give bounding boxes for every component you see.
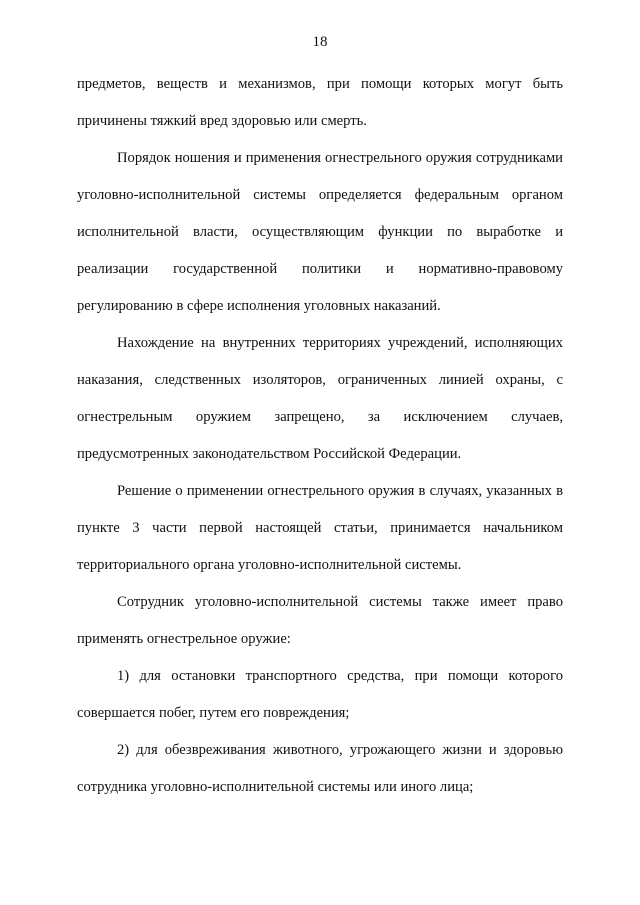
paragraph-employee-right: Сотрудник уголовно-исполнительной системы также имеет право применять огнестрельное оружие: (77, 594, 563, 647)
paragraph-continuation: предметов, веществ и механизмов, при помощи которых могут быть причинены тяжкий вред здоровью или смерть. (77, 76, 563, 129)
paragraph-territory-restriction: Нахождение на внутренних территориях учреждений, исполняющих наказания, следственных изоляторов, ограниченных линией охраны, с огнестрельным оружием запрещено, за исключением случаев, предусмотренных законодательством Российской Федерации. (77, 335, 563, 462)
paragraph-firearms-procedure: Порядок ношения и применения огнестрельного оружия сотрудниками уголовно-исполнительной системы определяется федеральным органом исполнительной власти, осуществляющим функции по выработке и реализации государственной политики и нормативно-правовому регулированию в сфере исполнения уголовных наказаний. (77, 150, 563, 314)
paragraph-use-decision: Решение о применении огнестрельного оружия в случаях, указанных в пункте 3 части первой настоящей статьи, принимается начальником территориального органа уголовно-исполнительной системы. (77, 483, 563, 573)
list-item-2: 2) для обезвреживания животного, угрожающего жизни и здоровью сотрудника уголовно-исполнительной системы или иного лица; (77, 742, 563, 795)
document-body (77, 66, 563, 806)
list-item-1: 1) для остановки транспортного средства, при помощи которого совершается побег, путем его повреждения; (77, 668, 563, 721)
page-number: 18 (312, 34, 328, 50)
